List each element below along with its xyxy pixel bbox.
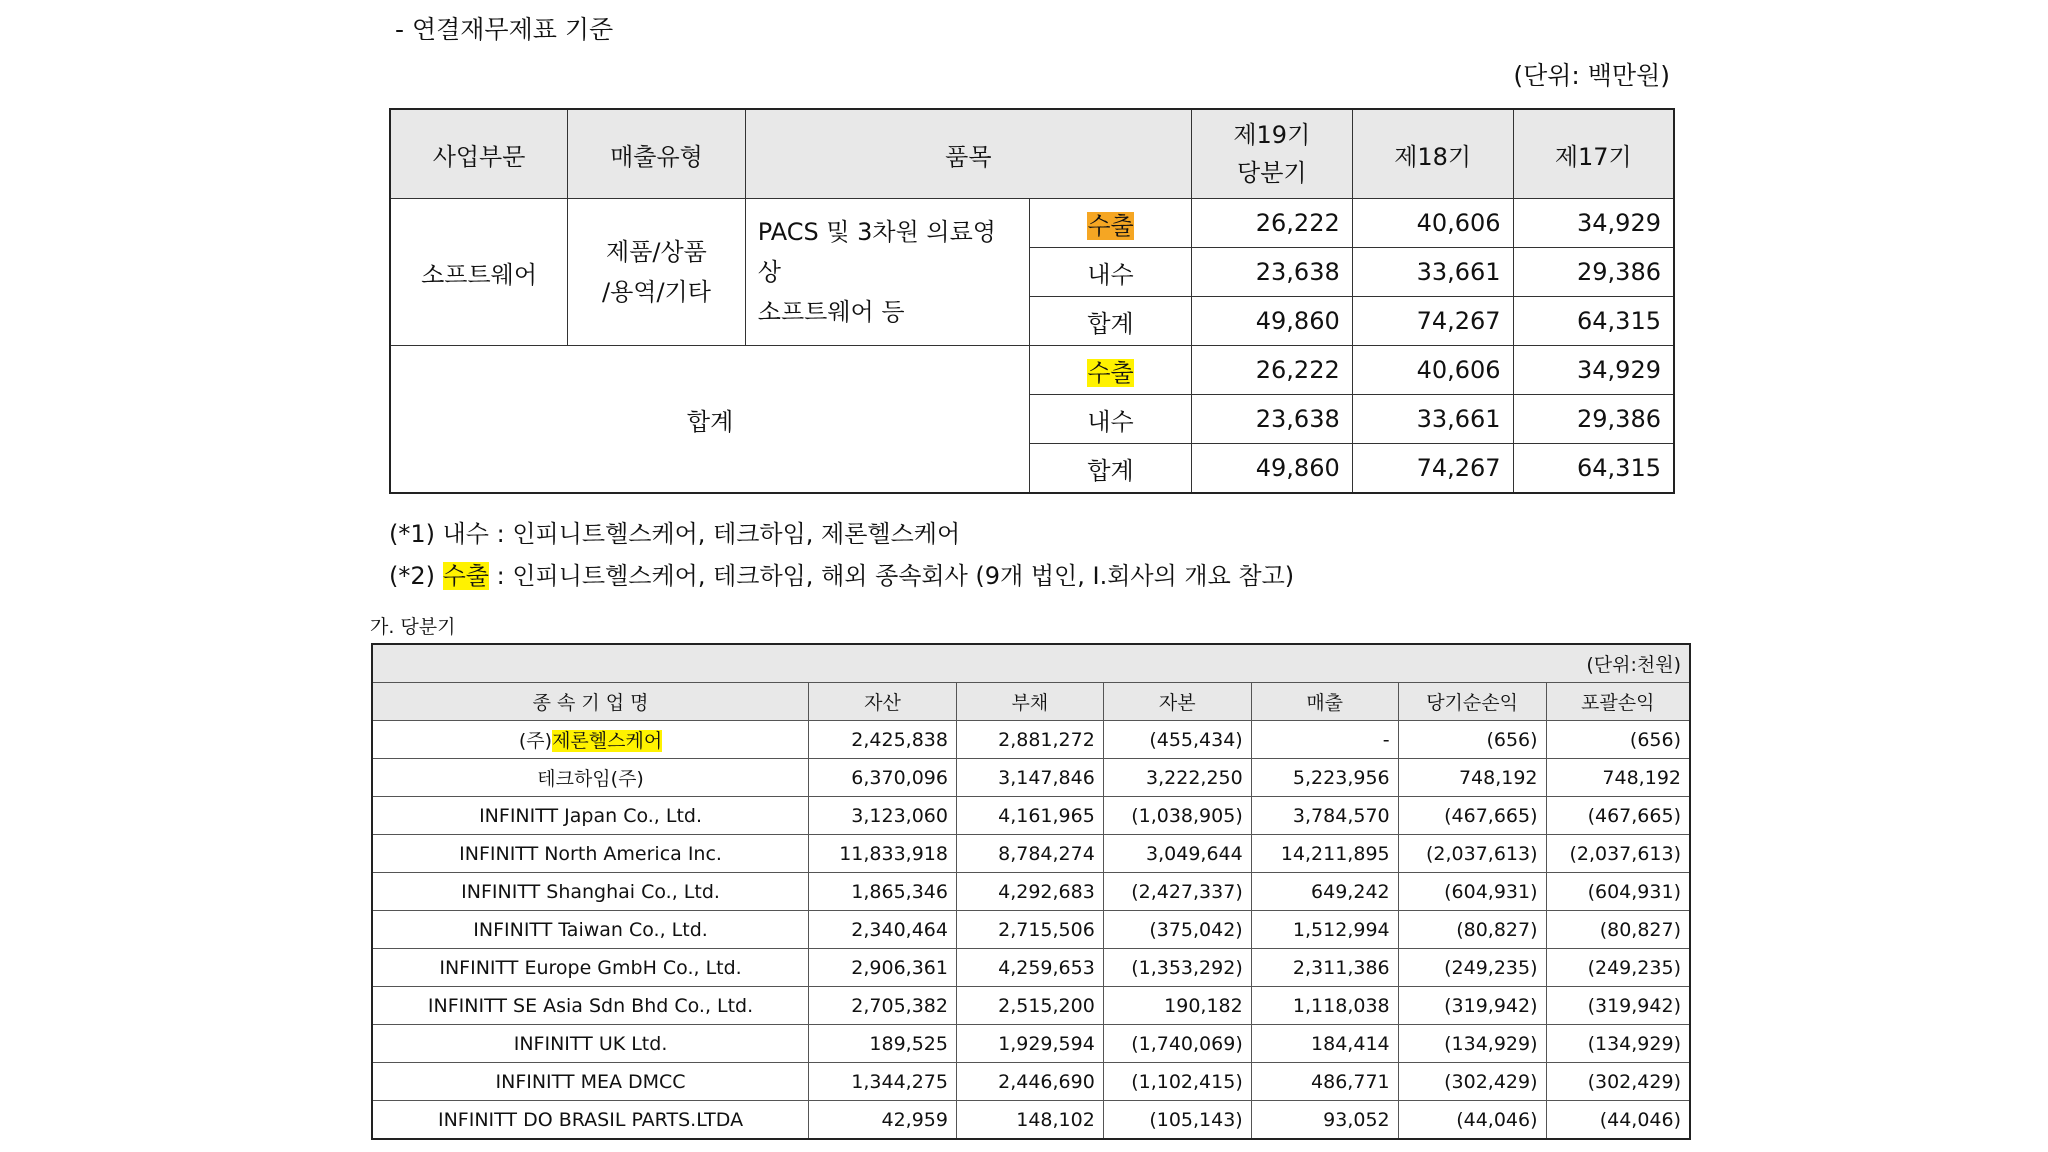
table-row	[372, 1025, 1690, 1063]
value-equity: (2,427,337)	[1103, 873, 1251, 911]
value-p19: 23,638	[1191, 395, 1352, 444]
unit-row	[372, 644, 1690, 683]
value-assets: 1,344,275	[809, 1063, 957, 1101]
value-p18: 40,606	[1352, 346, 1513, 395]
subsidiary-table-body	[372, 721, 1690, 1140]
footnote-2-prefix: (*2)	[389, 562, 443, 590]
sales-table	[389, 108, 1675, 494]
value-assets: 189,525	[809, 1025, 957, 1063]
item-description	[745, 199, 1029, 346]
value-p19: 26,222	[1191, 346, 1352, 395]
value-assets: 2,906,361	[809, 949, 957, 987]
row-label: 내수	[1030, 395, 1192, 444]
value-sales: 2,311,386	[1251, 949, 1398, 987]
header-net-income: 당기순손익	[1398, 683, 1546, 721]
value-comprehensive-income: (134,929)	[1546, 1025, 1690, 1063]
value-equity: (1,353,292)	[1103, 949, 1251, 987]
value-comprehensive-income: 748,192	[1546, 759, 1690, 797]
value-assets: 2,705,382	[809, 987, 957, 1025]
unit-label: (단위: 백만원)	[1513, 61, 1670, 90]
value-liabilities: 1,929,594	[956, 1025, 1103, 1063]
subsidiary-name	[372, 1063, 809, 1101]
value-comprehensive-income: (604,931)	[1546, 873, 1690, 911]
value-comprehensive-income: (44,046)	[1546, 1101, 1690, 1140]
value-comprehensive-income: (249,235)	[1546, 949, 1690, 987]
footnote-1: (*1) 내수 : 인피니트헬스케어, 테크하임, 제론헬스케어	[389, 520, 961, 548]
subsidiary-name: INFINITT MEA DMCC	[495, 1070, 686, 1093]
value-equity: (455,434)	[1103, 721, 1251, 759]
header-name: 종 속 기 업 명	[372, 683, 809, 721]
subsidiary-name-prefix: (주)	[518, 730, 553, 752]
value-sales: 5,223,956	[1251, 759, 1398, 797]
value-p17: 64,315	[1513, 297, 1674, 346]
value-comprehensive-income: (656)	[1546, 721, 1690, 759]
value-sales: 486,771	[1251, 1063, 1398, 1101]
value-assets: 42,959	[809, 1101, 957, 1140]
value-net-income: (467,665)	[1398, 797, 1546, 835]
subsidiary-table	[371, 643, 1691, 1140]
value-liabilities: 4,161,965	[956, 797, 1103, 835]
value-net-income: (604,931)	[1398, 873, 1546, 911]
subsidiary-name: 테크하임(주)	[537, 768, 644, 790]
value-assets: 6,370,096	[809, 759, 957, 797]
footnote-2-suffix: : 인피니트헬스케어, 테크하임, 해외 종속회사 (9개 법인, Ⅰ.회사의 개요 참고)	[489, 562, 1295, 590]
value-sales: -	[1251, 721, 1398, 759]
value-assets: 2,425,838	[809, 721, 957, 759]
value-p17: 34,929	[1513, 346, 1674, 395]
value-assets: 3,123,060	[809, 797, 957, 835]
value-p19: 49,860	[1191, 297, 1352, 346]
value-p17: 64,315	[1513, 444, 1674, 494]
value-equity: 3,222,250	[1103, 759, 1251, 797]
table-row	[372, 911, 1690, 949]
table-row	[372, 949, 1690, 987]
subsidiary-name	[372, 835, 809, 873]
value-liabilities: 148,102	[956, 1101, 1103, 1140]
value-comprehensive-income: (80,827)	[1546, 911, 1690, 949]
value-net-income: (2,037,613)	[1398, 835, 1546, 873]
subsidiary-name	[372, 721, 809, 759]
row-label	[1030, 199, 1192, 248]
subsidiary-name: INFINITT North America Inc.	[459, 842, 722, 865]
subsidiary-table-header	[372, 683, 1690, 721]
value-assets: 11,833,918	[809, 835, 957, 873]
sales-table-header	[390, 109, 1674, 199]
subsidiary-heading: 가. 당분기	[370, 616, 456, 638]
header-period-19-line2: 당분기	[1237, 159, 1307, 187]
value-p19: 26,222	[1191, 199, 1352, 248]
header-sales-type: 매출유형	[568, 109, 746, 199]
subsidiary-name	[372, 1101, 809, 1140]
value-liabilities: 4,292,683	[956, 873, 1103, 911]
value-net-income: (249,235)	[1398, 949, 1546, 987]
value-sales: 14,211,895	[1251, 835, 1398, 873]
item-line2: 소프트웨어 등	[757, 298, 905, 326]
value-equity: (105,143)	[1103, 1101, 1251, 1140]
table-row	[372, 1063, 1690, 1101]
subsidiary-name	[372, 987, 809, 1025]
value-p18: 33,661	[1352, 248, 1513, 297]
table-row	[372, 835, 1690, 873]
subsidiary-name	[372, 1025, 809, 1063]
subsidiary-name: INFINITT Japan Co., Ltd.	[479, 804, 703, 827]
header-sales: 매출	[1251, 683, 1398, 721]
value-liabilities: 8,784,274	[956, 835, 1103, 873]
value-liabilities: 2,515,200	[956, 987, 1103, 1025]
value-comprehensive-income: (2,037,613)	[1546, 835, 1690, 873]
export-label: 수출	[1087, 211, 1134, 240]
value-net-income: (302,429)	[1398, 1063, 1546, 1101]
value-equity: (1,038,905)	[1103, 797, 1251, 835]
value-p17: 34,929	[1513, 199, 1674, 248]
value-sales: 1,118,038	[1251, 987, 1398, 1025]
total-label: 합계	[390, 346, 1030, 494]
table-row	[372, 759, 1690, 797]
row-label: 합계	[1030, 297, 1192, 346]
sales-type-line1: 제품/상품	[606, 238, 707, 266]
value-equity: (375,042)	[1103, 911, 1251, 949]
value-liabilities: 2,446,690	[956, 1063, 1103, 1101]
value-net-income: (134,929)	[1398, 1025, 1546, 1063]
value-sales: 3,784,570	[1251, 797, 1398, 835]
value-comprehensive-income: (319,942)	[1546, 987, 1690, 1025]
value-equity: 190,182	[1103, 987, 1251, 1025]
subsidiary-name: INFINITT UK Ltd.	[513, 1032, 668, 1055]
subsidiary-name: INFINITT Europe GmbH Co., Ltd.	[439, 956, 742, 979]
subsidiary-name	[372, 873, 809, 911]
value-p19: 49,860	[1191, 444, 1352, 494]
header-period-19-line1: 제19기	[1233, 121, 1311, 149]
header-liabilities: 부채	[956, 683, 1103, 721]
value-equity: (1,102,415)	[1103, 1063, 1251, 1101]
header-comprehensive-income: 포괄손익	[1546, 683, 1690, 721]
table-row	[372, 987, 1690, 1025]
value-p18: 74,267	[1352, 444, 1513, 494]
sales-type-line2: /용역/기타	[601, 278, 711, 306]
header-period-18: 제18기	[1352, 109, 1513, 199]
table-row	[390, 346, 1674, 395]
value-net-income: (44,046)	[1398, 1101, 1546, 1140]
value-sales: 649,242	[1251, 873, 1398, 911]
subsidiary-name: INFINITT Shanghai Co., Ltd.	[461, 880, 720, 903]
subsidiary-unit: (단위:천원)	[372, 644, 1690, 683]
header-period-17: 제17기	[1513, 109, 1674, 199]
subsidiary-name	[372, 911, 809, 949]
value-p19: 23,638	[1191, 248, 1352, 297]
value-p18: 33,661	[1352, 395, 1513, 444]
value-comprehensive-income: (302,429)	[1546, 1063, 1690, 1101]
value-p17: 29,386	[1513, 248, 1674, 297]
table-row	[390, 199, 1674, 248]
value-p18: 40,606	[1352, 199, 1513, 248]
value-net-income: (80,827)	[1398, 911, 1546, 949]
value-assets: 2,340,464	[809, 911, 957, 949]
table-row	[372, 873, 1690, 911]
header-assets: 자산	[809, 683, 957, 721]
subsidiary-name: INFINITT DO BRASIL PARTS.LTDA	[437, 1108, 744, 1131]
item-line1: PACS 및 3차원 의료영상	[757, 218, 996, 286]
subsidiary-name-highlight: 제론헬스케어	[552, 730, 663, 752]
value-liabilities: 2,881,272	[956, 721, 1103, 759]
table-row	[372, 721, 1690, 759]
footnote-2	[389, 556, 1294, 591]
subsidiary-name	[372, 949, 809, 987]
value-liabilities: 2,715,506	[956, 911, 1103, 949]
value-equity: 3,049,644	[1103, 835, 1251, 873]
value-liabilities: 3,147,846	[956, 759, 1103, 797]
export-label: 수출	[1087, 358, 1134, 387]
value-sales: 184,414	[1251, 1025, 1398, 1063]
subsidiary-name: INFINITT SE Asia Sdn Bhd Co., Ltd.	[427, 994, 754, 1017]
subsidiary-name	[372, 759, 809, 797]
header-segment: 사업부문	[390, 109, 568, 199]
sales-type	[568, 199, 746, 346]
header-equity: 자본	[1103, 683, 1251, 721]
value-net-income: 748,192	[1398, 759, 1546, 797]
subsidiary-name: INFINITT Taiwan Co., Ltd.	[473, 918, 708, 941]
value-net-income: (319,942)	[1398, 987, 1546, 1025]
value-p17: 29,386	[1513, 395, 1674, 444]
row-label: 내수	[1030, 248, 1192, 297]
value-equity: (1,740,069)	[1103, 1025, 1251, 1063]
value-assets: 1,865,346	[809, 873, 957, 911]
row-label	[1030, 346, 1192, 395]
value-comprehensive-income: (467,665)	[1546, 797, 1690, 835]
footnote-2-highlight: 수출	[442, 562, 489, 590]
value-net-income: (656)	[1398, 721, 1546, 759]
table-row	[372, 797, 1690, 835]
value-sales: 1,512,994	[1251, 911, 1398, 949]
header-item: 품목	[745, 109, 1191, 199]
row-label: 합계	[1030, 444, 1192, 494]
segment-software: 소프트웨어	[390, 199, 568, 346]
table-row	[372, 1101, 1690, 1140]
subsidiary-name	[372, 797, 809, 835]
section-heading: - 연결재무제표 기준	[395, 15, 614, 44]
header-period-19	[1191, 109, 1352, 199]
value-liabilities: 4,259,653	[956, 949, 1103, 987]
value-p18: 74,267	[1352, 297, 1513, 346]
value-sales: 93,052	[1251, 1101, 1398, 1140]
